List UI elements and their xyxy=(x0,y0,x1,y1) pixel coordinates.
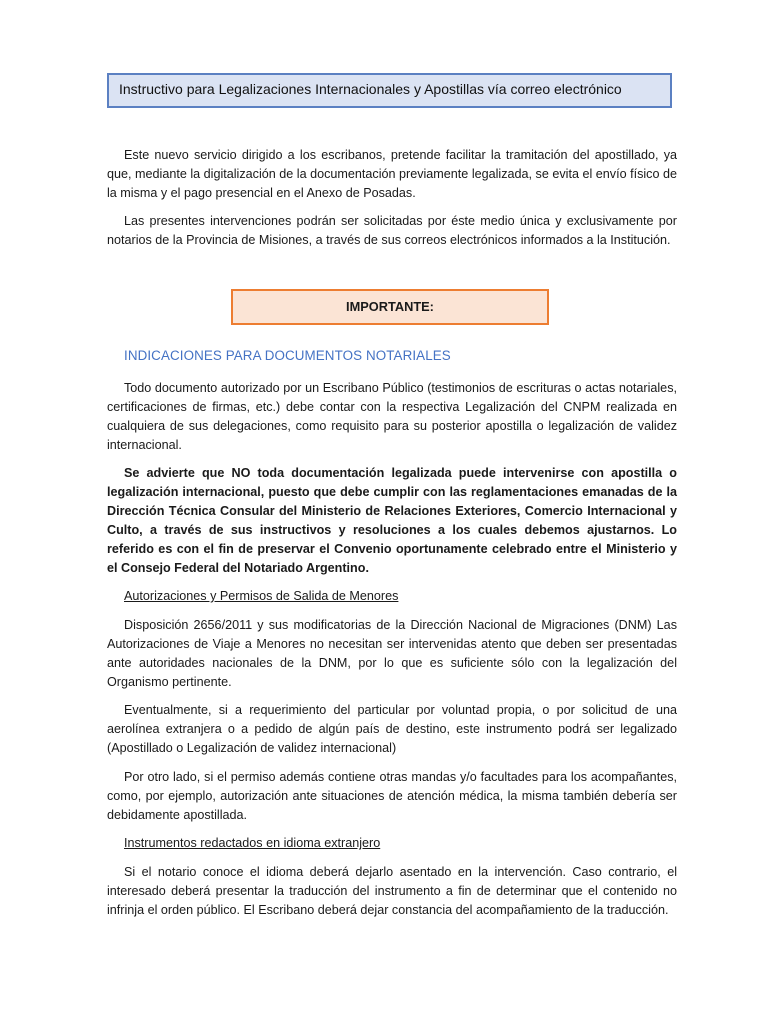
intro-paragraph-2 xyxy=(107,212,677,250)
minors-paragraph-1-text: Disposición 2656/2011 y sus modificatorias de la Dirección Nacional de Migraciones (DNM) Las Autorizaciones de Viaje a Menores no necesitan ser intervenidas atento que deben ser presentadas ante autoridades nacionales de la DNM, por lo que es suficiente sólo con la legalización del Organismo pertinente. xyxy=(107,618,677,689)
minors-paragraph-3-text: Por otro lado, si el permiso además contiene otras mandas y/o facultades para los acompañantes, como, por ejemplo, autorización ante situaciones de atención médica, la misma también debería ser debidamente apostillada. xyxy=(107,770,677,822)
warning-paragraph-text: Se advierte que NO toda documentación legalizada puede intervenirse con apostilla o legalización internacional, puesto que debe cumplir con las reglamentaciones emanadas de la Dirección Técnica Consular del Ministerio de Relaciones Exteriores, Comercio Internacional y Culto, a través de sus instructivos y resoluciones a los cuales debemos ajustarnos. Lo referido es con el fin de preservar el Convenio oportunamente celebrado entre el Ministerio y el Consejo Federal del Notariado Argentino. xyxy=(107,466,677,575)
section-paragraph-text: Todo documento autorizado por un Escribano Público (testimonios de escrituras o actas notariales, certificaciones de firmas, etc.) debe contar con la respectiva Legalización del CNPM realizada en cualquiera de sus delegaciones, como requisito para su posterior apostilla o legalización de validez internacional. xyxy=(107,381,677,452)
document-title-box xyxy=(107,73,672,108)
foreign-heading: Instrumentos redactados en idioma extranjero xyxy=(124,836,381,850)
minors-paragraph-1 xyxy=(107,616,677,692)
document-title: Instructivo para Legalizaciones Internacionales y Apostillas vía correo electrónico xyxy=(119,81,622,97)
intro-text-1: Este nuevo servicio dirigido a los escribanos, pretende facilitar la tramitación del apostillado, ya que, mediante la digitalización de la documentación previamente legalizada, se evita el envío físico de la misma y el pago presencial en el Anexo de Posadas. xyxy=(107,148,677,200)
minors-paragraph-3 xyxy=(107,768,677,825)
minors-paragraph-2 xyxy=(107,701,677,758)
minors-paragraph-2-text: Eventualmente, si a requerimiento del particular por voluntad propia, o por solicitud de una aerolínea extranjera o a pedido de algún país de destino, este instrumento podrá ser legalizado (Apostillado o Legalización de validez internacional) xyxy=(107,703,677,755)
intro-text-2: Las presentes intervenciones podrán ser solicitadas por éste medio única y exclusivamente por notarios de la Provincia de Misiones, a través de sus correos electrónicos informados a la Institución. xyxy=(107,214,677,247)
foreign-paragraph xyxy=(107,863,677,920)
section-heading: INDICACIONES PARA DOCUMENTOS NOTARIALES xyxy=(124,348,451,363)
section-paragraph xyxy=(107,379,677,455)
minors-heading: Autorizaciones y Permisos de Salida de Menores xyxy=(124,589,399,603)
warning-paragraph xyxy=(107,464,677,578)
intro-paragraph-1 xyxy=(107,146,677,203)
important-label: IMPORTANTE: xyxy=(346,299,434,314)
foreign-paragraph-text: Si el notario conoce el idioma deberá dejarlo asentado en la intervención. Caso contrario, el interesado deberá presentar la traducción del instrumento a fin de determinar que el contenido no infrinja el orden público. El Escribano deberá dejar constancia del acompañamiento de la traducción. xyxy=(107,865,677,917)
important-box xyxy=(231,289,549,325)
